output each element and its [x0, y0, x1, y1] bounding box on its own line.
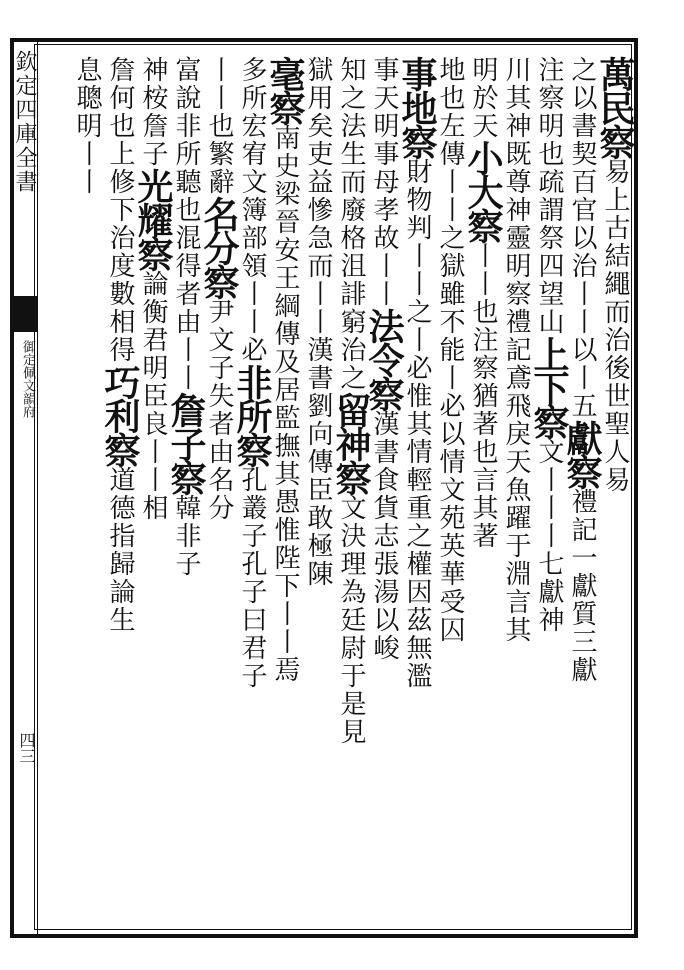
- entry-heading: 巧利察: [99, 364, 141, 466]
- fishtail-mark: [10, 296, 38, 332]
- book-title: 御定佩文韻府: [20, 340, 35, 418]
- entry-text: 明於天: [468, 56, 498, 140]
- entry-text: 混得者由丨丨: [171, 224, 201, 392]
- text-column: [231, 56, 273, 918]
- entry-heading: 非所察: [231, 364, 273, 466]
- entry-text: 多所宏宥文簿部領丨丨必: [237, 56, 267, 364]
- entry-text: 禮記一獻質三獻: [567, 488, 597, 684]
- entry-text: 上修下治度數相得: [105, 140, 135, 364]
- entry-text: 文丨丨丨七獻神: [534, 438, 564, 634]
- entry-text: 韓非子: [171, 494, 201, 578]
- entry-heading: 小大察: [462, 140, 504, 242]
- entry-heading: 上下察: [528, 336, 570, 438]
- entry-text: 之以書契百官以治丨丨以丨五: [567, 56, 597, 420]
- text-column: [363, 56, 405, 918]
- entry-heading: 光耀察: [132, 168, 174, 270]
- entry-text: 川其神既尊神靈明察: [501, 56, 531, 308]
- entry-text: 詹何也: [105, 56, 135, 140]
- text-column: [561, 56, 603, 918]
- text-column: [528, 56, 570, 918]
- text-column: [72, 56, 102, 918]
- entry-text: 禮記鳶飛戾天魚躍于淵言其: [501, 308, 531, 644]
- entry-text: 論衡君明臣良丨丨相: [138, 270, 168, 522]
- entry-text: 獄用矣吏益慘急而丨丨: [303, 56, 333, 336]
- entry-text: 神桉詹子: [138, 56, 168, 168]
- entry-text: 注察明也疏謂祭四望山: [534, 56, 564, 336]
- entry-text: 漢書劉向傳臣敢極陳: [303, 336, 333, 588]
- entry-heading: 留神察: [330, 392, 372, 494]
- entry-text: 富說非所聽也: [171, 56, 201, 224]
- entry-text: 孔叢子孔子曰君子: [237, 466, 267, 690]
- entry-heading: 獻察: [561, 420, 603, 488]
- text-column: [594, 56, 636, 918]
- text-column: [435, 56, 465, 918]
- page-number: 四三: [17, 732, 36, 764]
- text-column: [165, 56, 207, 918]
- entry-text: 知之法生而廢格沮誹窮治之: [336, 56, 366, 392]
- entry-heading: 萬民察: [594, 56, 636, 158]
- text-column: [330, 56, 372, 918]
- entry-text: 易上古結繩而治後世聖人易: [600, 158, 630, 494]
- entry-heading: 事地察: [396, 56, 438, 158]
- entry-text: 南史梁晉安王綱傳及居監撫其愚惟陛下丨丨焉: [270, 124, 300, 684]
- text-column: [198, 56, 240, 918]
- entry-text: 丨丨也繁辭: [204, 56, 234, 196]
- entry-text: 息聰明丨丨: [72, 56, 102, 196]
- entry-text: 財物判丨丨之丨必惟其情輕重之權因茲無濫: [402, 158, 432, 690]
- entry-heading: 法令察: [363, 308, 405, 410]
- entry-text: 左傳丨丨之獄雖不能丨必以情文苑英華受囚: [435, 112, 465, 644]
- text-column: [462, 56, 504, 918]
- entry-heading: 名分察: [198, 196, 240, 298]
- text-column: [99, 56, 141, 918]
- entry-text: 漢書食貨志張湯以峻: [369, 410, 399, 662]
- entry-text: 地也: [435, 56, 465, 112]
- entry-text: 丨丨也注察猶著也言其著: [468, 242, 498, 550]
- entry-text: 尹文子失者由名分: [204, 298, 234, 522]
- text-column: [396, 56, 438, 918]
- text-column: [303, 56, 333, 918]
- entry-text: 文決理為廷尉于是見: [336, 494, 366, 746]
- entry-text: 事天明事母孝故丨丨: [369, 56, 399, 308]
- text-column: [132, 56, 174, 918]
- entry-text: 道德指歸論生: [105, 466, 135, 634]
- text-column: [264, 56, 306, 918]
- entry-heading: 詹子察: [165, 392, 207, 494]
- entry-heading: 毫察: [264, 56, 306, 124]
- series-title: 欽定四庫全書: [12, 50, 37, 194]
- text-column: [501, 56, 531, 918]
